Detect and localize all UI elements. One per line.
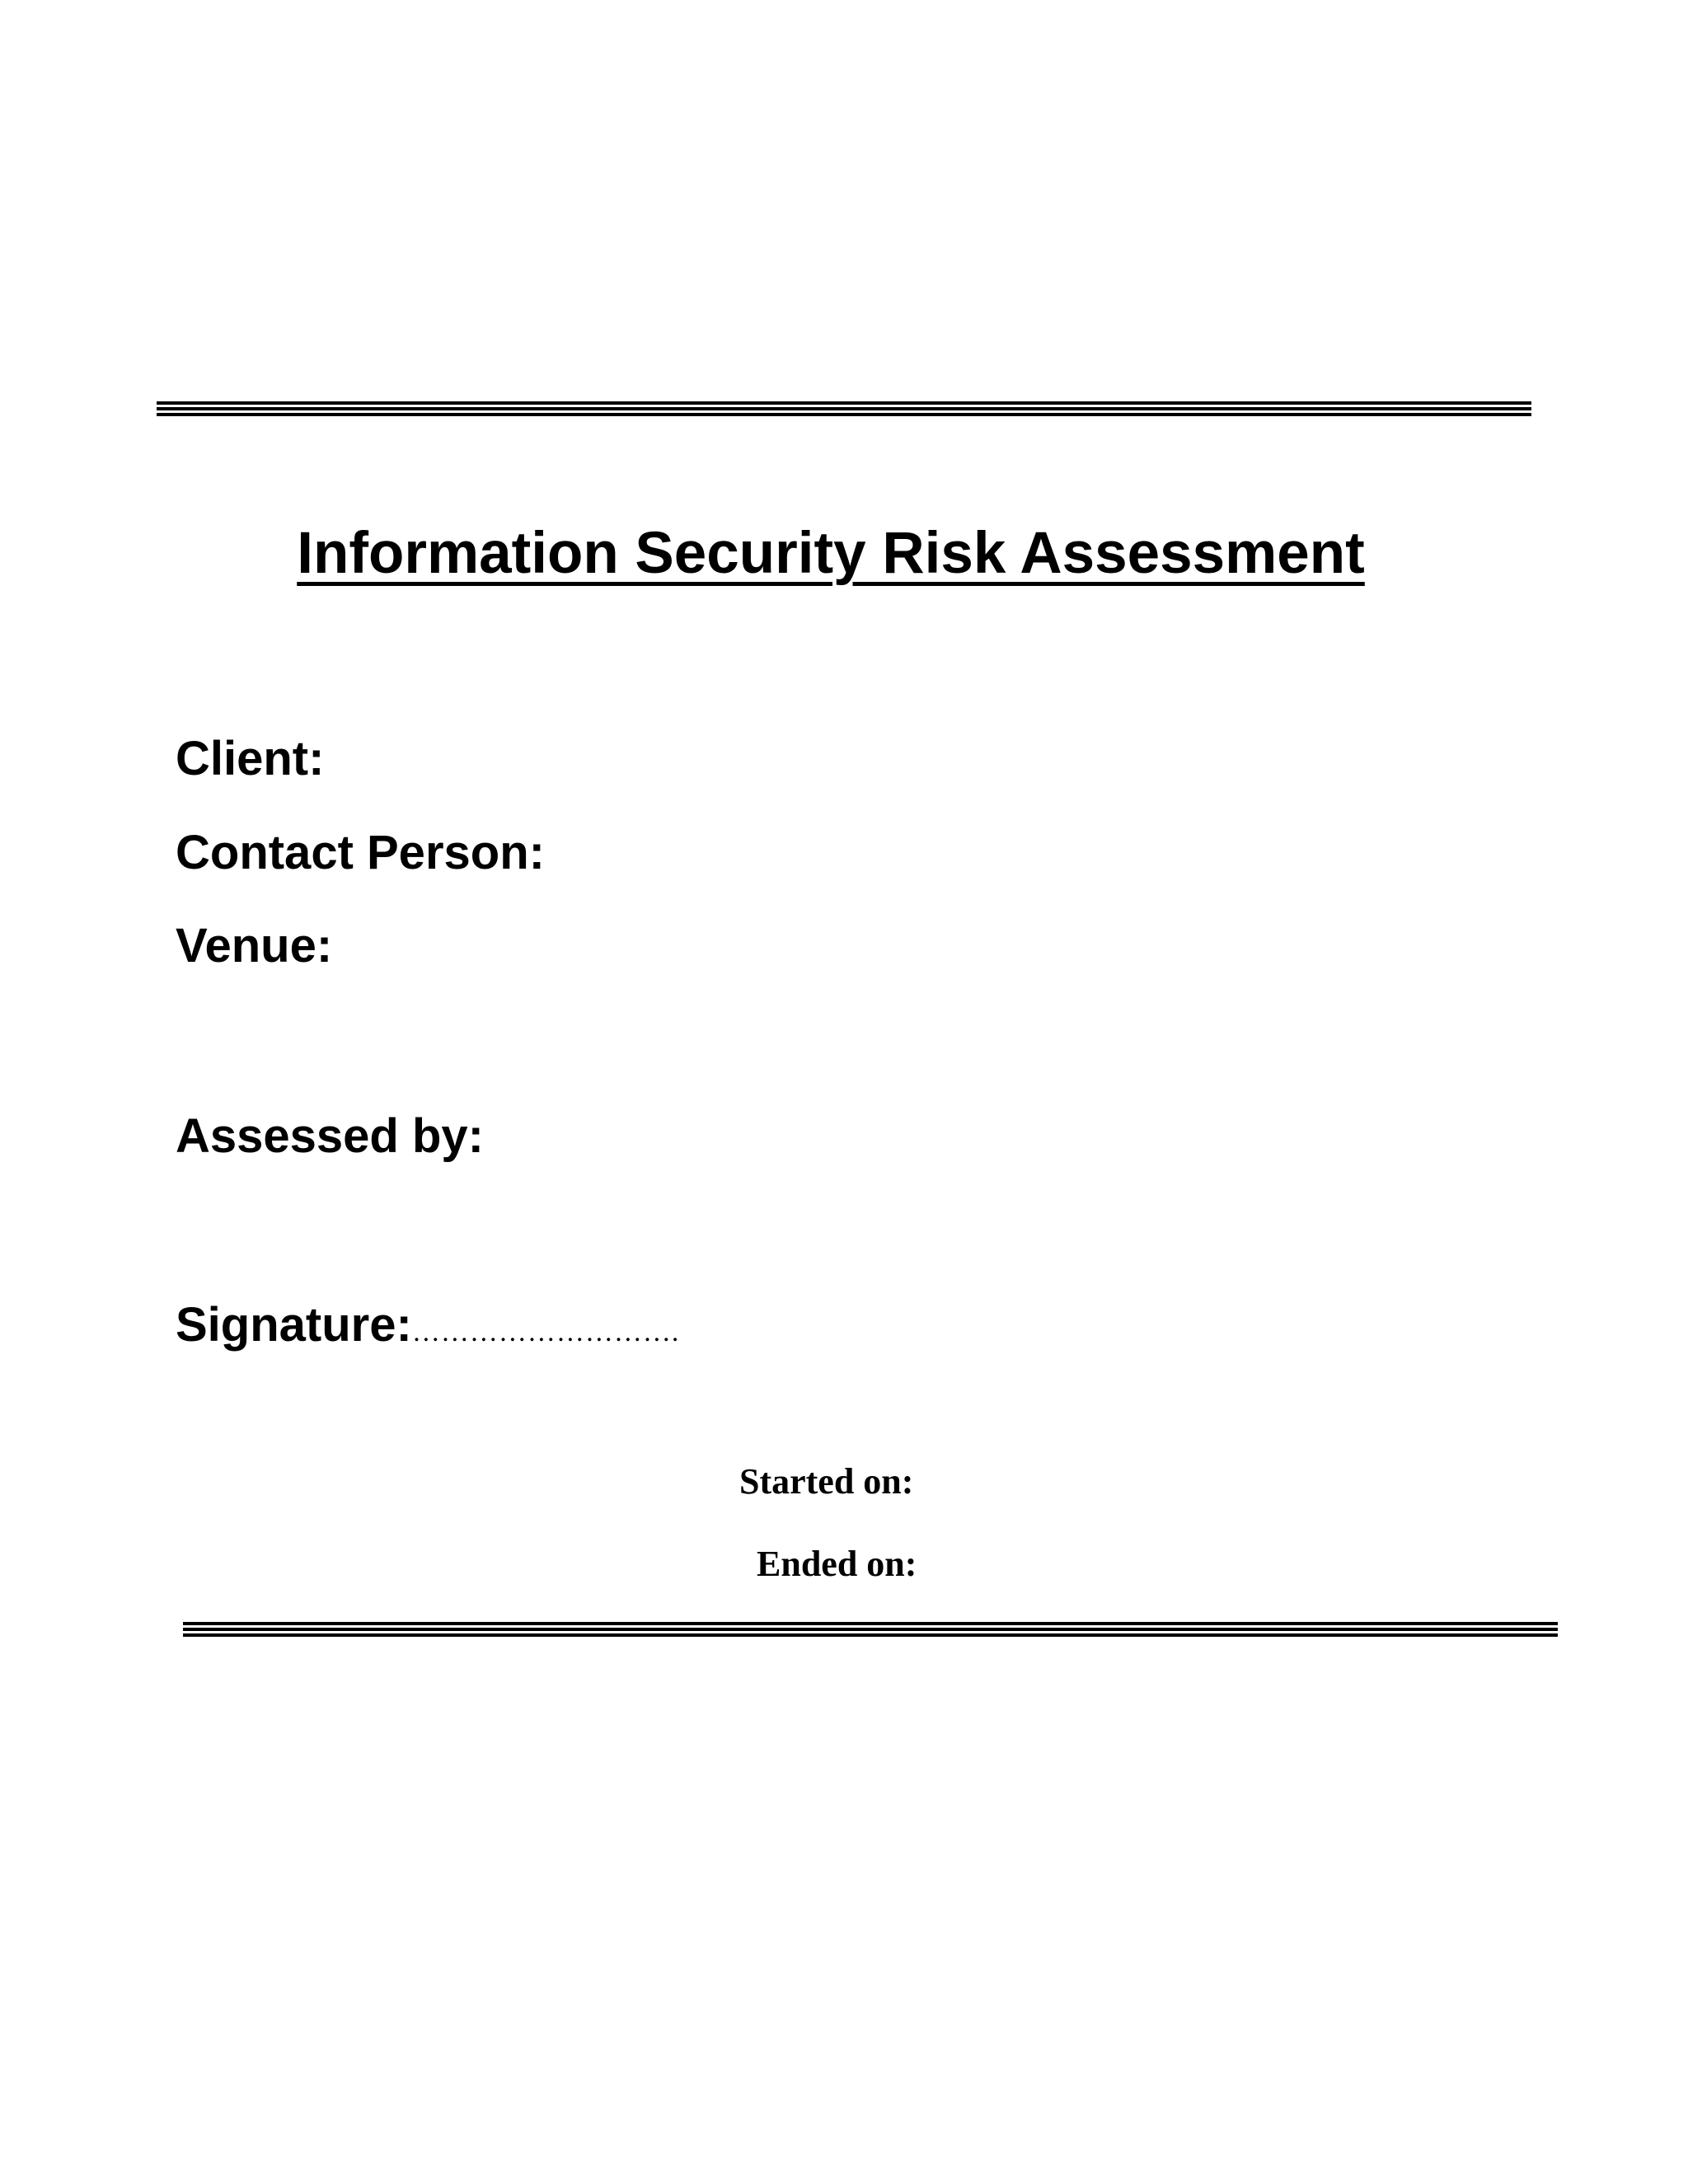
venue-label: Venue: <box>176 919 333 972</box>
started-on-label: Started on: <box>739 1461 914 1502</box>
document-title-block <box>0 519 1662 588</box>
rule-line <box>157 401 1531 405</box>
rule-line <box>157 413 1531 416</box>
rule-line <box>183 1622 1558 1625</box>
top-triple-rule <box>157 401 1531 415</box>
assessed-by-label: Assessed by: <box>176 1109 484 1163</box>
rule-line <box>183 1628 1558 1631</box>
bottom-triple-rule <box>183 1622 1558 1636</box>
signature-row <box>176 1296 679 1361</box>
signature-line: ………………………. <box>411 1317 680 1347</box>
client-label: Client: <box>176 732 325 785</box>
signature-label: Signature: <box>176 1298 412 1352</box>
rule-line <box>157 407 1531 410</box>
document-title: Information Security Risk Assessment <box>297 521 1365 586</box>
contact-person-label: Contact Person: <box>176 826 545 879</box>
ended-on-label: Ended on: <box>757 1544 917 1584</box>
rule-line <box>183 1633 1558 1637</box>
